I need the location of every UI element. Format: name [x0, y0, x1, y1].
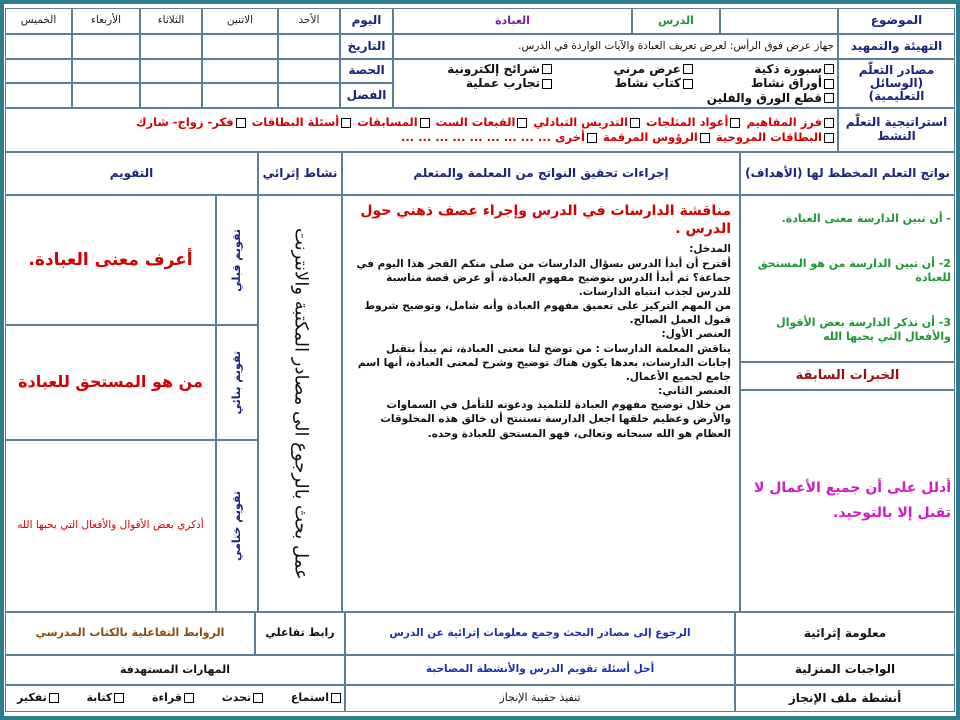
option-checkbox[interactable] [291, 691, 341, 705]
strategies-options [5, 108, 838, 152]
option-label: سبورة ذكية [754, 61, 822, 76]
checkbox-icon[interactable] [420, 118, 430, 128]
outcomes-header: نواتج التعلم المخطط لها (الأهداف) [740, 152, 955, 195]
checkbox-icon[interactable] [542, 64, 552, 74]
day-cell[interactable] [5, 59, 72, 83]
option-label: قطع الورق والفلين [706, 90, 822, 105]
option-checkbox[interactable] [699, 91, 834, 105]
option-label: تفكير [17, 691, 47, 705]
day-cell[interactable] [202, 83, 278, 108]
option-checkbox[interactable] [401, 130, 597, 145]
eval-pre-text: أعرف معنى العبادة. [5, 195, 216, 325]
option-checkbox[interactable] [417, 76, 552, 90]
day-cell[interactable] [5, 34, 72, 59]
day-header: الثلاثاء [140, 8, 202, 34]
day-cell[interactable] [140, 59, 202, 83]
enrich-activity-text: عمل بحث بالرجوع الى مصادر المكتبة والانترنت [290, 227, 312, 580]
period-label: الحصة [340, 59, 393, 83]
option-checkbox[interactable] [699, 76, 834, 90]
date-label: التاريخ [340, 34, 393, 59]
strategies-label: استراتيجية التعلّم النشط [838, 108, 955, 152]
option-checkbox[interactable] [646, 115, 740, 130]
option-checkbox[interactable] [436, 115, 528, 130]
checkbox-icon[interactable] [683, 64, 693, 74]
option-label: كتاب نشاط [614, 76, 681, 91]
option-label: أوراق نشاط [750, 76, 822, 91]
checkbox-icon[interactable] [587, 133, 597, 143]
day-label: اليوم [340, 8, 393, 34]
skills-label: المهارات المستهدفة [5, 655, 345, 685]
day-cell[interactable] [278, 34, 340, 59]
day-header: الأربعاء [72, 8, 140, 34]
outcome-item: - أن تبين الدارسة معنى العبادة. [781, 212, 951, 226]
enrich-info-text: الرجوع إلى مصادر البحث وجمع معلومات إثرائية عن الدرس [345, 612, 735, 655]
checkbox-icon[interactable] [542, 79, 552, 89]
checkbox-icon[interactable] [824, 64, 834, 74]
checkbox-icon[interactable] [236, 118, 246, 128]
procedure-line: المدخل: [689, 243, 731, 256]
option-checkbox[interactable] [558, 62, 693, 76]
interactive-link[interactable]: الروابط التفاعلية بالكتاب المدرسي [5, 612, 255, 655]
checkbox-icon[interactable] [824, 79, 834, 89]
option-label: التدريس التبادلي [533, 115, 629, 130]
checkbox-icon[interactable] [331, 693, 341, 703]
procedures-cell [342, 195, 740, 612]
subject-label: الموضوع [838, 8, 955, 34]
eval-pre-label [216, 195, 258, 325]
option-label: البطاقات المروحية [715, 130, 822, 144]
eval-header: التقويم [5, 152, 258, 195]
checkbox-icon[interactable] [49, 693, 59, 703]
intro-text: جهاز عرض فوق الرأس: لعرض تعريف العبادة والآيات الواردة في الدرس. [393, 34, 838, 59]
option-checkbox[interactable] [417, 62, 552, 76]
procedure-line: يناقش المعلمة الدارسات : من توضح لنا معنى العبادة، ثم يبدأ بتقبل إجابات الدارسات، بعدها يكون هناك توضيح وشرح لمعنى العبادة، أنها اسم جامع لجميع الأعمال. [357, 342, 731, 383]
skills-options [5, 685, 345, 712]
checkbox-icon[interactable] [630, 118, 640, 128]
option-checkbox[interactable] [87, 691, 125, 705]
option-checkbox[interactable] [136, 115, 246, 130]
enrich-info-label: معلومة إثرائية [735, 612, 955, 655]
option-label: أعواد المثلجات [646, 115, 729, 130]
class-label: الفصل [340, 83, 393, 108]
day-header: الأحد [278, 8, 340, 34]
option-label: فرز المفاهيم [746, 115, 822, 130]
procedures-header: إجراءات تحقيق النواتج من المعلمة والمتعلم [342, 152, 740, 195]
option-label: عرض مرني [613, 61, 681, 76]
procedure-line: أقترح أن أبدأ الدرس بسؤال الدارسات من صلى منكم الفجر هذا اليوم في جماعة؟ ثم أبدأ الدرس بتوضيح مفهوم العبادة، أو عرض قصة مناسبة للدرس لجذب انتباه الدارسات. [356, 257, 731, 298]
outcome-item: 2- أن تبين الدارسة من هو المستحق للعبادة [757, 257, 951, 285]
portfolio-label: أنشطة ملف الإنجاز [735, 685, 955, 712]
option-checkbox[interactable] [603, 130, 710, 145]
option-label: الرؤوس المرقمة [602, 130, 698, 144]
checkbox-icon[interactable] [114, 693, 124, 703]
option-checkbox[interactable] [152, 691, 194, 705]
link-label: رابط تفاعلي [255, 612, 345, 655]
sources-label: مصادر التعلّم (الوسائل التعليمية) [838, 59, 955, 108]
day-header: الخميس [5, 8, 72, 34]
day-cell[interactable] [202, 34, 278, 59]
day-cell[interactable] [72, 34, 140, 59]
prior-header: الخبرات السابقة [740, 362, 955, 390]
day-cell[interactable] [140, 83, 202, 108]
eval-formative-label-text: تقويم بنائي [229, 350, 243, 415]
day-cell[interactable] [278, 59, 340, 83]
option-label: المسابقات [357, 115, 418, 130]
outcome-item: 3- أن تذكر الدارسة بعض الأقوال والأفعال التي يحبها الله [776, 316, 951, 344]
option-checkbox[interactable] [17, 691, 59, 705]
checkbox-icon[interactable] [184, 693, 194, 703]
day-cell[interactable] [72, 83, 140, 108]
eval-formative-text: من هو المستحق للعبادة [5, 325, 216, 440]
option-label: أسئلة البطاقات [251, 115, 340, 130]
day-cell[interactable] [140, 34, 202, 59]
enrich-activity [258, 195, 342, 612]
lesson-label: الدرس [632, 8, 720, 34]
option-label: قراءة [152, 691, 182, 705]
eval-final-text: أذكري بعض الأقوال والأفعال التي يحبها الله [5, 440, 216, 612]
option-checkbox[interactable] [699, 62, 834, 76]
option-label: تجارب عملية [465, 76, 540, 91]
day-cell[interactable] [72, 59, 140, 83]
intro-label: التهيئة والتمهيد [838, 34, 955, 59]
checkbox-icon[interactable] [824, 133, 834, 143]
eval-final-label [216, 440, 258, 612]
eval-final-label-text: تقويم ختامي [229, 490, 243, 562]
option-checkbox[interactable] [746, 115, 834, 130]
procedure-line: من المهم التركيز على تعميق مفهوم العبادة وأنه شامل، وتوضيح شروط قبول العمل الصالح. [364, 300, 731, 327]
option-label: شرائح إلكترونية [447, 61, 540, 76]
checkbox-icon[interactable] [730, 118, 740, 128]
subject-value[interactable] [720, 8, 838, 34]
option-label: كتابة [86, 691, 113, 705]
procedures-title: مناقشة الدارسات في الدرس وإجراء عصف ذهني حول الدرس . [360, 203, 731, 238]
option-checkbox[interactable] [533, 115, 640, 130]
homework-label: الواجبات المنزلية [735, 655, 955, 685]
procedure-line: من خلال توضيح مفهوم العبادة للتلميذ ودعوته للتأمل في السماوات والأرض وعظيم خلقها اجعل الدارسة تستنتج أن خالق هذه المخلوقات العظام هو الله سبحانه وتعالى، فهو المستحق للعبادة وحده. [380, 399, 731, 440]
option-label: أخرى ... ... ... ... ... ... ... ... ... [401, 130, 585, 144]
option-label: تحدث [221, 691, 252, 705]
eval-pre-label-text: تقويم قبلي [229, 228, 243, 292]
outcomes-list [740, 195, 955, 362]
checkbox-icon[interactable] [517, 118, 527, 128]
checkbox-icon[interactable] [700, 133, 710, 143]
option-checkbox[interactable] [222, 691, 263, 705]
procedure-line: العنصر الثاني: [658, 385, 731, 398]
option-checkbox[interactable] [558, 76, 693, 90]
option-label: القبعات الست [435, 115, 516, 130]
checkbox-icon[interactable] [824, 118, 834, 128]
portfolio-text: تنفيذ حقيبة الإنجاز [345, 685, 735, 712]
procedure-line: العنصر الأول: [661, 328, 731, 341]
option-label: استماع [290, 691, 329, 705]
day-cell[interactable] [5, 83, 72, 108]
checkbox-icon[interactable] [824, 93, 834, 103]
procedures-body [351, 242, 731, 440]
sources-options [393, 59, 838, 108]
option-label: فكر- زواج- شارك [135, 115, 234, 130]
day-header: الاثنين [202, 8, 278, 34]
prior-text: أدلل على أن جميع الأعمال لا تقبل إلا بالتوحيد. [740, 390, 955, 612]
enrich-header: نشاط إثرائي [258, 152, 342, 195]
checkbox-icon[interactable] [253, 693, 263, 703]
day-cell[interactable] [278, 83, 340, 108]
homework-text: أحل أسئلة تقويم الدرس والأنشطة المصاحبة [345, 655, 735, 685]
checkbox-icon[interactable] [341, 118, 351, 128]
lesson-value: العبادة [393, 8, 632, 34]
option-checkbox[interactable] [716, 130, 834, 145]
option-checkbox[interactable] [252, 115, 352, 130]
option-checkbox[interactable] [357, 115, 429, 130]
day-cell[interactable] [202, 59, 278, 83]
eval-formative-label [216, 325, 258, 440]
checkbox-icon[interactable] [683, 79, 693, 89]
